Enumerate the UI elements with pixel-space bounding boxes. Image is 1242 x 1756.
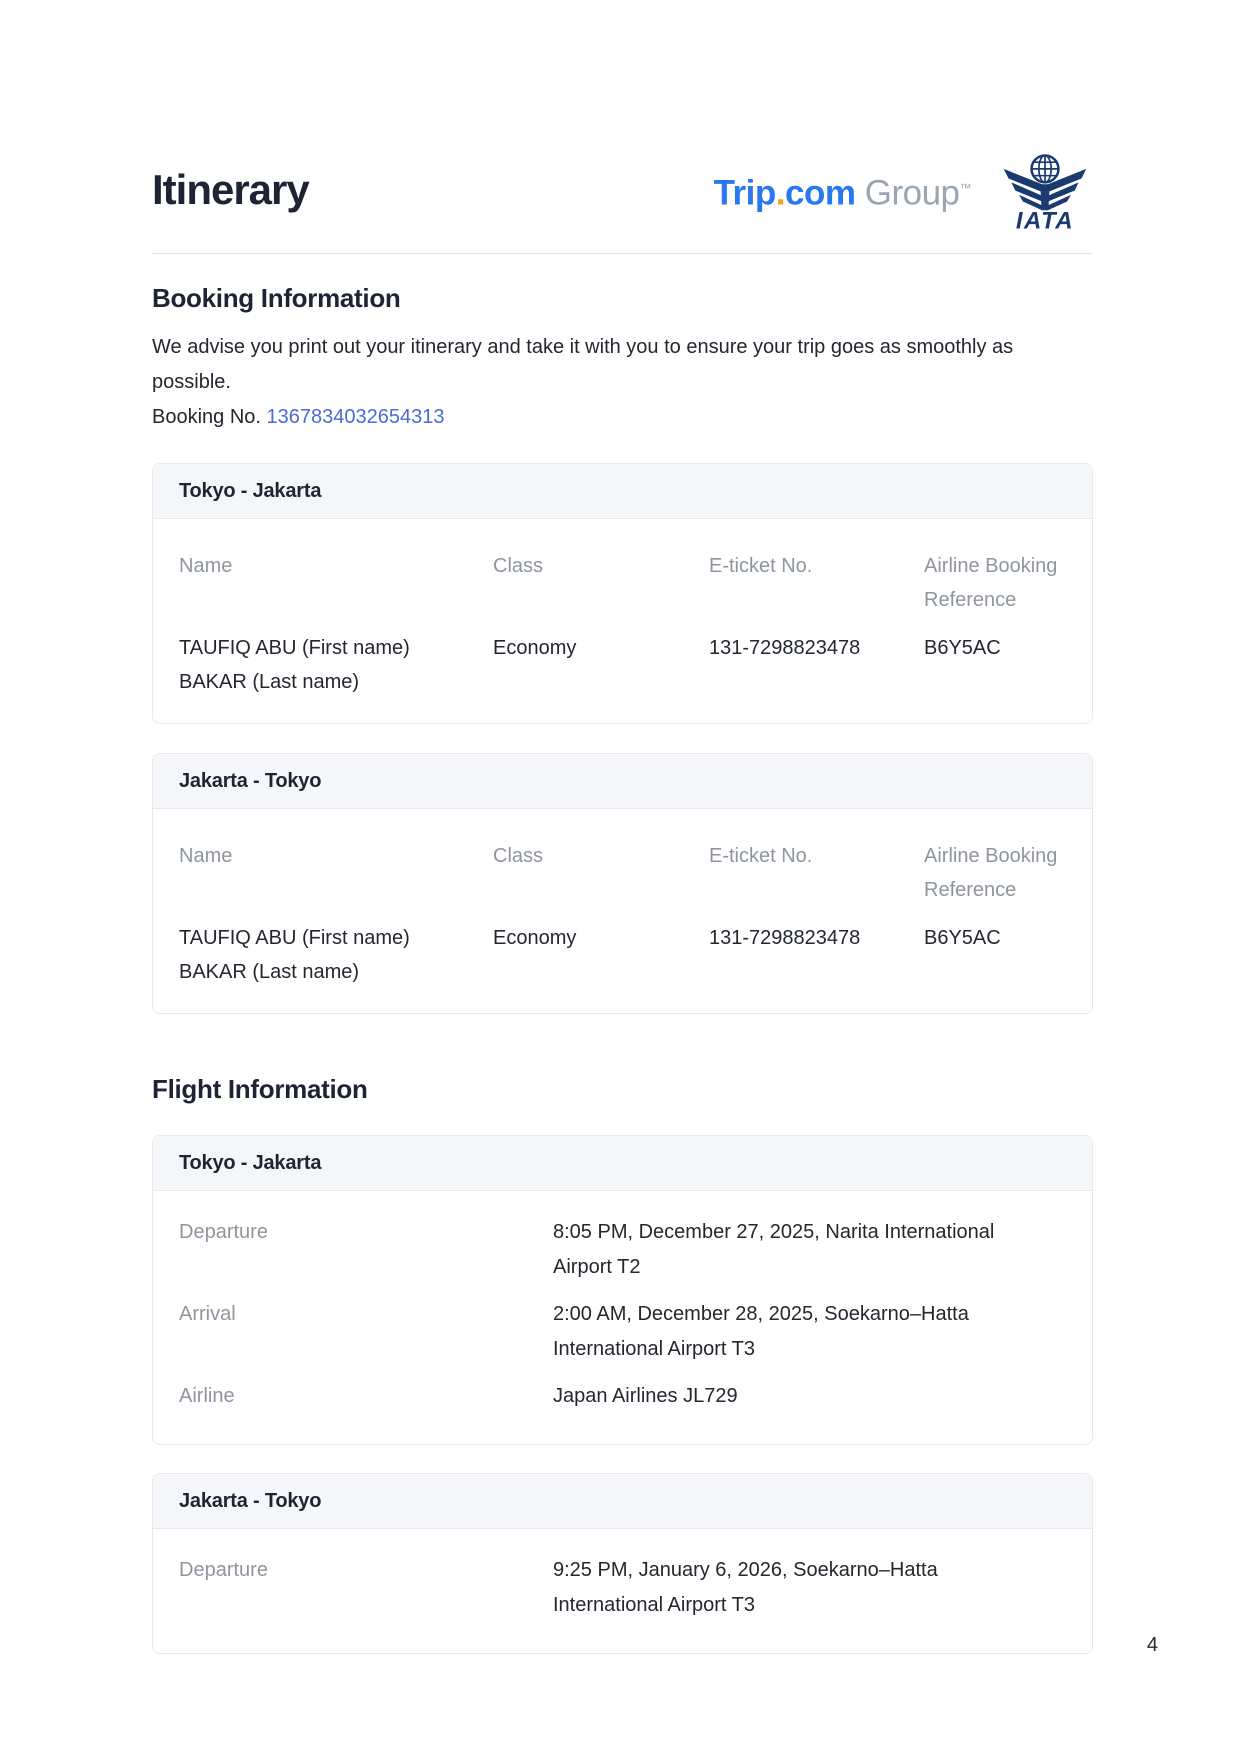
header-divider	[152, 253, 1093, 254]
passenger-class: Economy	[493, 927, 577, 949]
flight-detail-row	[179, 1379, 1066, 1414]
flight-card-body	[153, 1191, 1092, 1444]
booking-advice-text: We advise you print out your itinerary and take it with you to ensure your trip goes as smoothly as possible.	[152, 336, 1014, 393]
booking-number-line	[152, 400, 1093, 435]
route-header: Jakarta - Tokyo	[153, 1474, 1092, 1529]
column-header-airline-ref: Airline Booking Reference	[924, 845, 1058, 901]
flight-detail-row	[179, 1215, 1066, 1285]
passenger-row	[179, 631, 1066, 699]
booking-table-header-row	[179, 839, 1066, 907]
flight-card-tokyo-jakarta	[152, 1135, 1093, 1445]
passenger-row	[179, 921, 1066, 989]
passenger-class: Economy	[493, 637, 577, 659]
trip-logo-word-trip: Trip	[713, 173, 776, 213]
iata-logo-text: IATA	[1015, 207, 1075, 232]
column-header-class: Class	[493, 845, 544, 867]
trip-logo-word-group: Group	[855, 173, 960, 213]
page-number: 4	[1146, 1634, 1158, 1656]
column-header-name: Name	[179, 555, 233, 577]
flight-card-body	[153, 1529, 1092, 1653]
column-header-airline-ref: Airline Booking Reference	[924, 555, 1058, 611]
column-header-eticket: E-ticket No.	[709, 555, 813, 577]
airline-label: Airline	[179, 1385, 235, 1407]
flight-information-heading: Flight Information	[152, 1074, 368, 1104]
trademark-symbol: ™	[959, 181, 971, 195]
column-header-name: Name	[179, 845, 233, 867]
page-header	[152, 160, 1093, 232]
departure-label: Departure	[179, 1559, 268, 1581]
passenger-eticket: 131-7298823478	[709, 927, 861, 949]
flight-detail-row	[179, 1553, 1066, 1623]
flight-detail-row	[179, 1297, 1066, 1367]
passenger-eticket: 131-7298823478	[709, 637, 861, 659]
departure-label: Departure	[179, 1221, 268, 1243]
booking-number-label: Booking No.	[152, 406, 267, 428]
booking-information-heading: Booking Information	[152, 283, 401, 313]
flight-card-jakarta-tokyo	[152, 1473, 1093, 1654]
arrival-label: Arrival	[179, 1303, 236, 1325]
column-header-class: Class	[493, 555, 544, 577]
booking-card-body	[153, 519, 1092, 723]
column-header-eticket: E-ticket No.	[709, 845, 813, 867]
booking-card-tokyo-jakarta	[152, 463, 1093, 724]
route-header: Tokyo - Jakarta	[153, 1136, 1092, 1191]
booking-card-jakarta-tokyo	[152, 753, 1093, 1014]
page-title: Itinerary	[152, 166, 309, 213]
passenger-airline-ref: B6Y5AC	[924, 637, 1001, 659]
departure-value: 9:25 PM, January 6, 2026, Soekarno–Hatta International Airport T3	[553, 1559, 938, 1616]
passenger-name: TAUFIQ ABU (First name) BAKAR (Last name)	[179, 927, 410, 983]
trip-logo-dot: .	[775, 173, 786, 213]
booking-number-link[interactable]: 1367834032654313	[266, 406, 445, 428]
booking-table-header-row	[179, 549, 1066, 617]
trip-com-group-logo	[714, 148, 971, 234]
logo-group	[714, 148, 1093, 234]
passenger-airline-ref: B6Y5AC	[924, 927, 1001, 949]
passenger-name: TAUFIQ ABU (First name) BAKAR (Last name)	[179, 637, 410, 693]
route-header: Tokyo - Jakarta	[153, 464, 1092, 519]
booking-card-body	[153, 809, 1092, 1013]
route-header: Jakarta - Tokyo	[153, 754, 1092, 809]
trip-logo-word-com: com	[785, 173, 856, 213]
arrival-value: 2:00 AM, December 28, 2025, Soekarno–Hatta International Airport T3	[553, 1303, 969, 1360]
airline-value: Japan Airlines JL729	[553, 1385, 738, 1407]
iata-logo-icon	[997, 150, 1093, 232]
departure-value: 8:05 PM, December 27, 2025, Narita International Airport T2	[553, 1221, 995, 1278]
